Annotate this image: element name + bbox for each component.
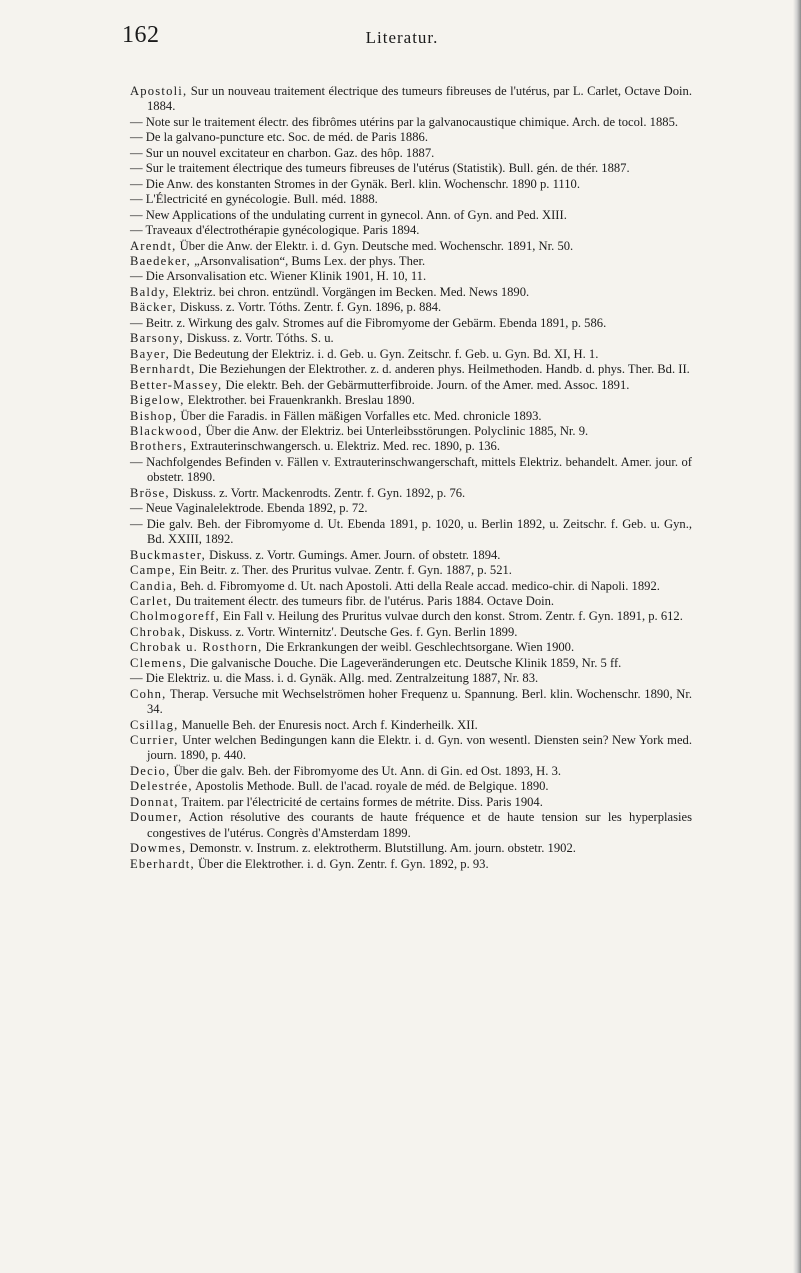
entry-text: Extrauterinschwangersch. u. Elektriz. Med. rec. 1890, p. 136.: [187, 439, 500, 454]
entry-author: Apostoli,: [130, 84, 188, 98]
bibliography-entry: [130, 223, 692, 238]
entry-author: Chrobak u. Rosthorn,: [130, 640, 263, 655]
bibliography-entry: [130, 146, 692, 161]
entry-text: — Die Elektriz. u. die Mass. i. d. Gynäk. Allg. med. Zentralzeitung 1887, Nr. 83.: [130, 671, 539, 686]
entry-text: Demonstr. v. Instrum. z. elektrotherm. Blutstillung. Am. journ. obstetr. 1902.: [186, 841, 576, 856]
entry-author: Carlet,: [130, 593, 173, 608]
page-number: 162: [122, 22, 160, 48]
entry-author: Donnat,: [130, 794, 179, 809]
entry-author: Cohn,: [130, 686, 167, 701]
entry-author: Csillag,: [130, 717, 179, 732]
bibliography-entry: [130, 609, 692, 624]
bibliography-entry: [130, 347, 692, 362]
entry-text: Sur un nouveau traitement électrique des tumeurs fibreuses de l'utérus, par L. Carlet, Octave Doin. 1884.: [147, 84, 692, 114]
entry-text: — Traveaux d'électrothérapie gynécologique. Paris 1894.: [130, 223, 420, 238]
entry-author: Doumer,: [130, 810, 183, 825]
bibliography-entry: [130, 115, 692, 130]
bibliography-entry: [130, 841, 692, 856]
bibliography-entry: [130, 810, 692, 841]
entry-text: Elektriz. bei chron. entzündl. Vorgängen im Becken. Med. News 1890.: [169, 284, 530, 299]
entry-author: Blackwood,: [130, 423, 203, 438]
entry-text: — Beitr. z. Wirkung des galv. Stromes auf die Fibromyome der Gebärm. Ebenda 1891, p. 586.: [130, 315, 607, 330]
entry-text: Elektrother. bei Frauenkrankh. Breslau 1890.: [184, 393, 415, 408]
entry-text: Über die Elektrother. i. d. Gyn. Zentr. f. Gyn. 1892, p. 93.: [194, 856, 489, 871]
bibliography-entry: [130, 439, 692, 454]
entry-author: Decio,: [130, 763, 171, 778]
entry-text: Manuelle Beh. der Enuresis noct. Arch f. Kinderheilk. XII.: [178, 717, 478, 732]
bibliography-entry: [130, 486, 692, 501]
entry-author: Bishop,: [130, 408, 178, 423]
entry-text: — New Applications of the undulating current in gynecol. Ann. of Gyn. and Ped. XIII.: [130, 207, 567, 222]
bibliography-entry: [130, 362, 692, 377]
entry-author: Barsony,: [130, 331, 184, 346]
entry-text: Apostolis Methode. Bull. de l'acad. royale de méd. de Belgique. 1890.: [192, 779, 549, 794]
entry-author: Chrobak,: [130, 624, 187, 639]
page-header: [122, 22, 682, 52]
entry-text: — Die galv. Beh. der Fibromyome d. Ut. Ebenda 1891, p. 1020, u. Berlin 1892, u. Zeitschr. f. Geb. u. Gyn., Bd. XXIII, 1892.: [130, 516, 692, 547]
bibliography-entry: [130, 857, 692, 872]
entry-author: Bernhardt,: [130, 362, 196, 377]
entry-author: Eberhardt,: [130, 856, 195, 871]
bibliography-entry: [130, 192, 692, 207]
bibliography-entry: [130, 501, 692, 516]
bibliography-entry: [130, 378, 692, 393]
entry-text: Therap. Versuche mit Wechselströmen hoher Frequenz u. Spannung. Berl. klin. Wochenschr. 1890, Nr. 34.: [147, 686, 692, 717]
entry-text: Diskuss. z. Vortr. Gumings. Amer. Journ. of obstetr. 1894.: [206, 547, 501, 562]
entry-text: — Note sur le traitement électr. des fibrômes utérins par la galvanocaustique chimique. Arch. de tocol. 1885.: [130, 114, 679, 129]
bibliography-entry: [130, 424, 692, 439]
entry-author: Arendt,: [130, 238, 177, 253]
entry-text: — L'Électricité en gynécologie. Bull. méd. 1888.: [130, 192, 378, 207]
entry-author: Bayer,: [130, 346, 170, 361]
entry-text: — Die Anw. des konstanten Stromes in der Gynäk. Berl. klin. Wochenschr. 1890 p. 1110.: [130, 176, 580, 191]
bibliography-entry: [130, 316, 692, 331]
entry-text: Du traitement électr. des tumeurs fibr. de l'utérus. Paris 1884. Octave Doin.: [172, 593, 555, 608]
entry-text: — Sur le traitement électrique des tumeurs fibreuses de l'utérus (Statistik). Bull. gén. de thér. 1887.: [130, 161, 630, 176]
entry-author: Bigelow,: [130, 393, 185, 408]
bibliography-entry: [130, 779, 692, 794]
entry-author: Clemens,: [130, 655, 187, 670]
entry-text: — Sur un nouvel excitateur en charbon. Gaz. des hôp. 1887.: [130, 145, 435, 160]
bibliography-entry: [130, 393, 692, 408]
bibliography-entry: [130, 254, 692, 269]
bibliography-list: [130, 84, 692, 872]
entry-author: Dowmes,: [130, 841, 187, 856]
entry-text: Über die Anw. der Elektriz. bei Unterleibsstörungen. Polyclinic 1885, Nr. 9.: [202, 423, 589, 438]
bibliography-entry: [130, 285, 692, 300]
entry-text: — Die Arsonvalisation etc. Wiener Klinik 1901, H. 10, 11.: [130, 269, 427, 284]
bibliography-entry: [130, 579, 692, 594]
bibliography-entry: [130, 177, 692, 192]
bibliography-entry: [130, 455, 692, 486]
bibliography-entry: [130, 208, 692, 223]
entry-author: Campe,: [130, 563, 177, 578]
running-title: Literatur.: [365, 28, 439, 47]
entry-author: Better-Massey,: [130, 377, 223, 392]
entry-text: Über die Faradis. in Fällen mäßigen Vorfalles etc. Med. chronicle 1893.: [177, 408, 542, 423]
entry-author: Bäcker,: [130, 300, 177, 315]
entry-text: — Nachfolgendes Befinden v. Fällen v. Extrauterinschwangerschaft, mittels Elektriz. behandelt. Amer. jour. of obstetr. 1890.: [130, 454, 692, 485]
bibliography-entry: [130, 161, 692, 176]
entry-text: Die galvanische Douche. Die Lageveränderungen etc. Deutsche Klinik 1859, Nr. 5 ff.: [186, 655, 622, 670]
bibliography-entry: [130, 625, 692, 640]
entry-text: — De la galvano-puncture etc. Soc. de méd. de Paris 1886.: [130, 130, 428, 145]
bibliography-entry: [130, 795, 692, 810]
bibliography-entry: [130, 594, 692, 609]
entry-text: Ein Beitr. z. Ther. des Pruritus vulvae. Zentr. f. Gyn. 1887, p. 521.: [176, 563, 512, 578]
entry-text: Diskuss. z. Vortr. Winternitz'. Deutsche Ges. f. Gyn. Berlin 1899.: [186, 624, 518, 639]
bibliography-entry: [130, 239, 692, 254]
entry-text: Beh. d. Fibromyome d. Ut. nach Apostoli. Atti della Reale accad. medico-chir. di Napoli. 1892.: [177, 578, 660, 593]
bibliography-entry: [130, 718, 692, 733]
bibliography-entry: [130, 517, 692, 548]
entry-text: Über die galv. Beh. der Fibromyome des Ut. Ann. di Gin. ed Ost. 1893, H. 3.: [170, 763, 562, 778]
entry-text: Die Erkrankungen der weibl. Geschlechtsorgane. Wien 1900.: [262, 640, 575, 655]
entry-author: Baldy,: [130, 284, 170, 299]
bibliography-entry: [130, 269, 692, 284]
entry-author: Baedeker,: [130, 253, 191, 268]
bibliography-entry: [130, 671, 692, 686]
entry-author: Buckmaster,: [130, 547, 206, 562]
bibliography-entry: [130, 687, 692, 718]
entry-text: „Arsonvalisation“, Bums Lex. der phys. Ther.: [191, 253, 426, 268]
bibliography-entry: [130, 331, 692, 346]
entry-text: Diskuss. z. Vortr. Mackenrodts. Zentr. f. Gyn. 1892, p. 76.: [169, 485, 466, 500]
entry-text: Diskuss. z. Vortr. Tóths. S. u.: [183, 331, 334, 346]
bibliography-entry: [130, 130, 692, 145]
bibliography-entry: [130, 84, 692, 115]
bibliography-entry: [130, 764, 692, 779]
entry-text: Action résolutive des courants de haute fréquence et de haute tension sur les hyperplasies congestives de l'utérus. Congrès d'Amsterdam 1899.: [147, 810, 692, 840]
entry-text: Ein Fall v. Heilung des Pruritus vulvae durch den konst. Strom. Zentr. f. Gyn. 1891, p. 612.: [219, 609, 683, 624]
bibliography-entry: [130, 563, 692, 578]
entry-author: Brothers,: [130, 439, 188, 454]
page-edge-shadow: [793, 0, 801, 1273]
entry-text: Über die Anw. der Elektr. i. d. Gyn. Deutsche med. Wochenschr. 1891, Nr. 50.: [176, 238, 574, 253]
entry-text: — Neue Vaginalelektrode. Ebenda 1892, p. 72.: [130, 501, 368, 516]
bibliography-entry: [130, 409, 692, 424]
bibliography-entry: [130, 300, 692, 315]
entry-author: Cholmogoreff,: [130, 609, 220, 624]
bibliography-entry: [130, 733, 692, 764]
bibliography-entry: [130, 640, 692, 655]
bibliography-entry: [130, 656, 692, 671]
bibliography-entry: [130, 548, 692, 563]
entry-text: Die Beziehungen der Elektrother. z. d. anderen phys. Heilmethoden. Handb. d. phys. Ther. Bd. II.: [195, 362, 690, 377]
entry-author: Candia,: [130, 578, 178, 593]
entry-text: Die Bedeutung der Elektriz. i. d. Geb. u. Gyn. Zeitschr. f. Geb. u. Gyn. Bd. XI, H. 1.: [169, 346, 599, 361]
entry-text: Die elektr. Beh. der Gebärmutterfibroide. Journ. of the Amer. med. Assoc. 1891.: [222, 377, 630, 392]
entry-text: Diskuss. z. Vortr. Tóths. Zentr. f. Gyn. 1896, p. 884.: [176, 300, 442, 315]
entry-author: Bröse,: [130, 485, 170, 500]
entry-text: Unter welchen Bedingungen kann die Elektr. i. d. Gyn. von wesentl. Diensten sein? New York med. journ. 1890, p. 440.: [147, 733, 692, 763]
entry-author: Currier,: [130, 733, 179, 748]
entry-text: Traitem. par l'électricité de certains formes de métrite. Diss. Paris 1904.: [178, 794, 543, 809]
entry-author: Delestrée,: [130, 779, 193, 794]
